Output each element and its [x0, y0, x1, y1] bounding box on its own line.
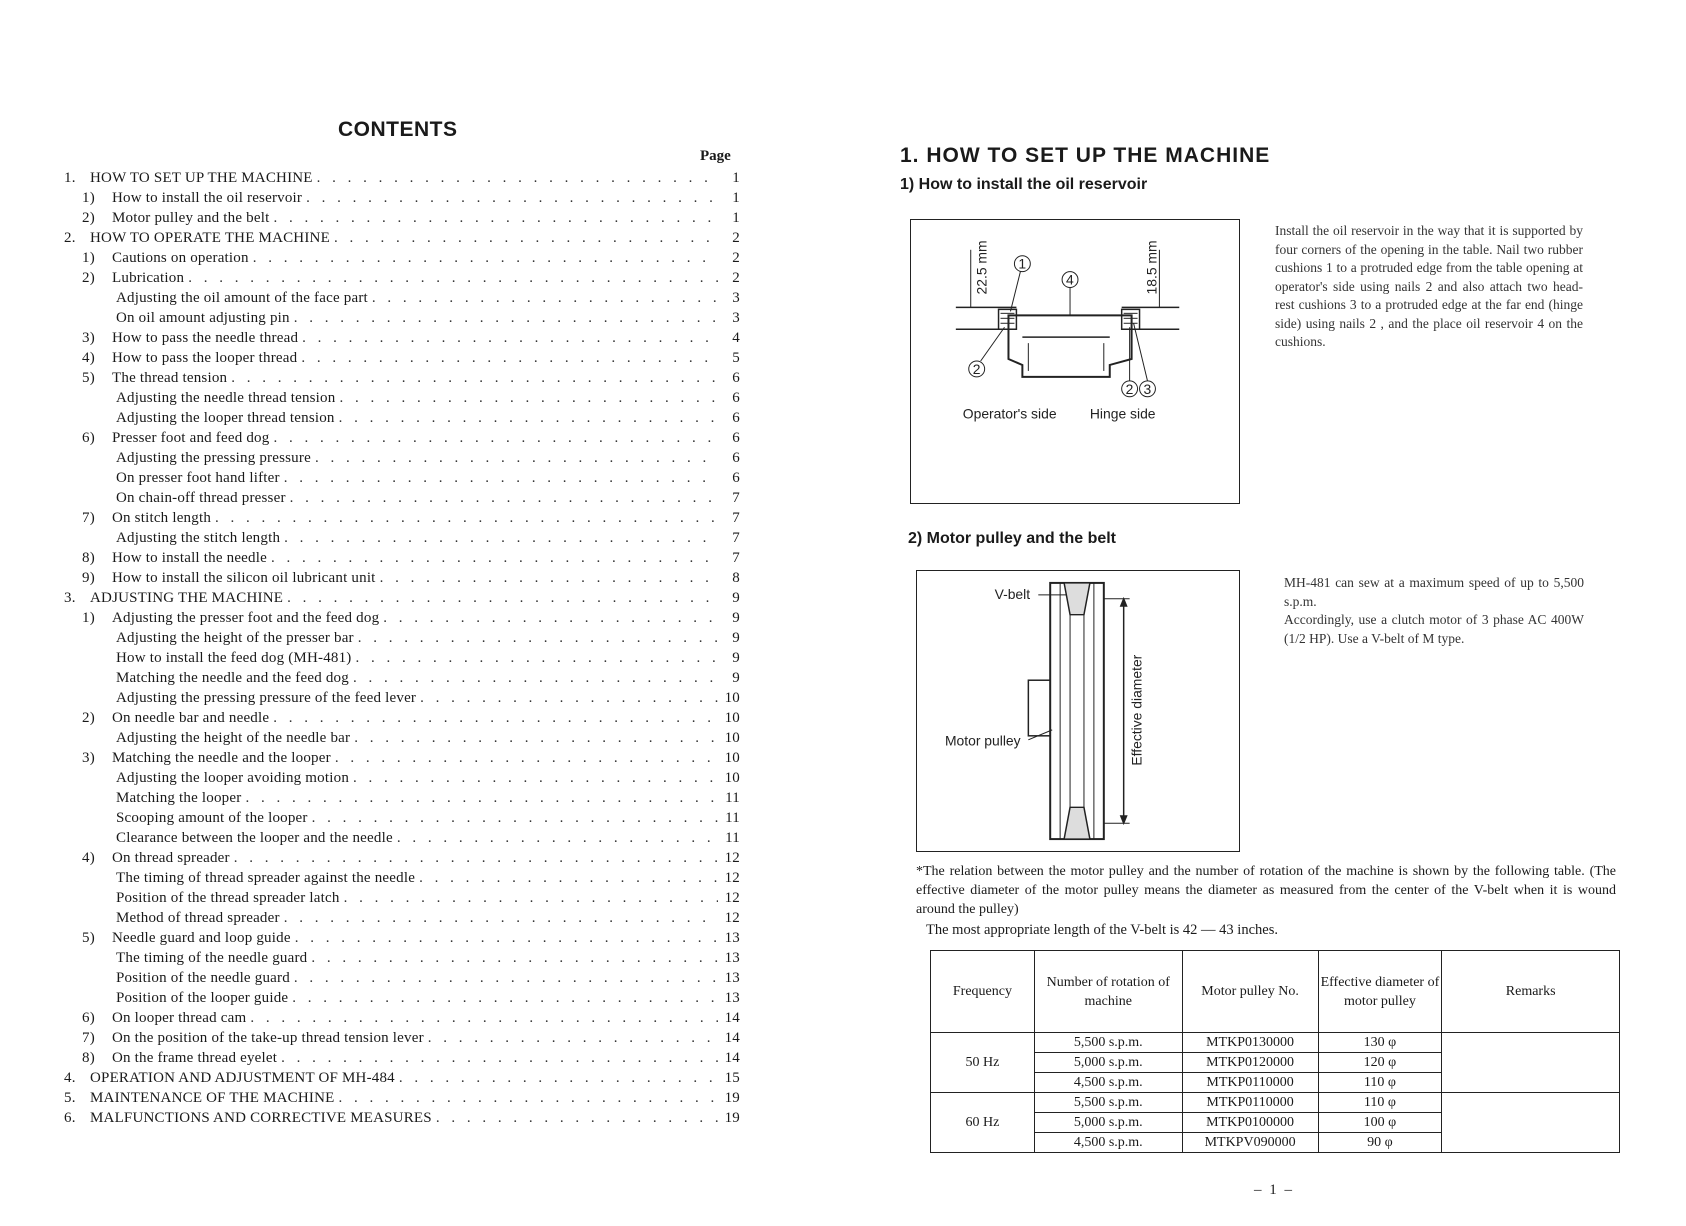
toc-entry [60, 790, 740, 810]
toc-entry [60, 1090, 740, 1110]
toc-entry [60, 510, 740, 530]
toc-title: Motor pulley and the belt [112, 210, 270, 226]
oil-reservoir-figure [910, 219, 1240, 504]
toc-leader-dots [290, 490, 718, 507]
toc-page-number: 11 [725, 830, 740, 846]
toc-leader-dots [271, 550, 718, 567]
toc-page-number: 15 [724, 1070, 740, 1086]
relation-note: *The relation between the motor pulley and the number of rotation of the machine is shown by the following table. (The effective diameter of the motor pulley means the diameter as measured from the center of the V-belt when it is wound around the pulley) [916, 864, 1616, 917]
toc-entry [60, 970, 740, 990]
toc-title: On stitch length [112, 510, 212, 526]
toc-leader-dots [273, 210, 718, 227]
toc-leader-dots [339, 410, 718, 427]
toc-page-number: 12 [724, 910, 740, 926]
toc-entry [60, 1070, 740, 1090]
callout-1: 1 [1018, 255, 1027, 272]
toc-title: Adjusting the height of the needle bar [116, 730, 351, 746]
toc-number: 2) [82, 270, 95, 286]
pulley-no-cell: MTKPV090000 [1182, 1133, 1318, 1153]
toc-title: Adjusting the presser foot and the feed dog [112, 610, 380, 626]
toc-page-number: 2 [732, 250, 740, 266]
motor-pulley-label: Motor pulley [944, 732, 1021, 749]
toc-title: On chain-off thread presser [116, 490, 286, 506]
toc-number: 1. [64, 170, 76, 186]
rotation-cell: 5,000 s.p.m. [1034, 1113, 1182, 1133]
page-column-label: Page [700, 148, 731, 164]
oil-reservoir-diagram [911, 220, 1239, 503]
toc-title: Position of the thread spreader latch [116, 890, 340, 906]
toc-leader-dots [295, 930, 718, 947]
toc-title: How to pass the needle thread [112, 330, 299, 346]
toc-title: How to pass the looper thread [112, 350, 298, 366]
toc-leader-dots [339, 390, 718, 407]
table-row [931, 1113, 1620, 1133]
pulley-no-cell: MTKP0120000 [1182, 1053, 1318, 1073]
toc-page-number: 6 [732, 370, 740, 386]
diameter-cell: 120 φ [1318, 1053, 1442, 1073]
motor-pulley-diagram [917, 571, 1239, 851]
toc-page-number: 11 [725, 810, 740, 826]
remarks-cell [1442, 1093, 1620, 1113]
toc-leader-dots [397, 830, 718, 847]
toc-title: Adjusting the oil amount of the face part [116, 290, 368, 306]
toc-entry [60, 290, 740, 310]
toc-number: 5) [82, 370, 95, 386]
toc-title: Position of the needle guard [116, 970, 290, 986]
toc-page-number: 13 [724, 950, 740, 966]
toc-page-number: 19 [724, 1110, 740, 1126]
toc-entry [60, 590, 740, 610]
remarks-cell [1442, 1113, 1620, 1133]
toc-entry [60, 650, 740, 670]
toc-entry [60, 1030, 740, 1050]
toc-title: Adjusting the looper thread tension [116, 410, 335, 426]
toc-number: 6) [82, 1010, 95, 1026]
callout-4: 4 [1066, 271, 1074, 288]
table-row [931, 1133, 1620, 1153]
toc-leader-dots [284, 530, 718, 547]
toc-entry [60, 890, 740, 910]
toc-entry [60, 250, 740, 270]
toc-title: On oil amount adjusting pin [116, 310, 290, 326]
toc-entry [60, 330, 740, 350]
toc-page-number: 14 [724, 1030, 740, 1046]
toc-leader-dots [284, 910, 718, 927]
toc-leader-dots [253, 250, 718, 267]
toc-entry [60, 730, 740, 750]
toc-page-number: 10 [724, 770, 740, 786]
toc-title: HOW TO OPERATE THE MACHINE [90, 230, 330, 246]
toc-entry [60, 750, 740, 770]
toc-title: How to install the needle [112, 550, 267, 566]
toc-entry [60, 910, 740, 930]
toc-leader-dots [383, 610, 718, 627]
toc-entry [60, 670, 740, 690]
toc-page-number: 13 [724, 930, 740, 946]
toc-number: 5) [82, 930, 95, 946]
toc-page-number: 10 [724, 750, 740, 766]
toc-entry [60, 210, 740, 230]
toc-leader-dots [215, 510, 718, 527]
toc-number: 2. [64, 230, 76, 246]
toc-entry [60, 1050, 740, 1070]
toc-title: Matching the needle and the looper [112, 750, 331, 766]
toc-page-number: 13 [724, 970, 740, 986]
toc-page-number: 9 [732, 670, 740, 686]
toc-leader-dots [292, 990, 718, 1007]
toc-entry [60, 530, 740, 550]
toc-number: 1) [82, 190, 95, 206]
toc-entry [60, 1010, 740, 1030]
toc-title: ADJUSTING THE MACHINE [90, 590, 284, 606]
toc-title: Clearance between the looper and the needle [116, 830, 393, 846]
section-heading: 1. HOW TO SET UP THE MACHINE [900, 144, 1271, 167]
toc-number: 2) [82, 210, 95, 226]
rubber-cushion [999, 309, 1017, 329]
dimension-right: 18.5 mm [1143, 240, 1160, 295]
head-rest-cushion [1122, 309, 1140, 329]
toc-leader-dots [399, 1070, 718, 1087]
pulley-no-cell: MTKP0110000 [1182, 1073, 1318, 1093]
toc-leader-dots [419, 870, 718, 887]
toc-title: Adjusting the pressing pressure [116, 450, 311, 466]
table-of-contents [60, 170, 740, 1130]
toc-number: 4. [64, 1070, 76, 1086]
toc-title: Cautions on operation [112, 250, 249, 266]
toc-entry [60, 870, 740, 890]
toc-title: Needle guard and loop guide [112, 930, 291, 946]
toc-title: Adjusting the looper avoiding motion [116, 770, 350, 786]
toc-leader-dots [380, 570, 718, 587]
toc-title: MAINTENANCE OF THE MACHINE [90, 1090, 335, 1106]
toc-title: On looper thread cam [112, 1010, 247, 1026]
toc-leader-dots [301, 350, 718, 367]
toc-title: The timing of the needle guard [116, 950, 308, 966]
v-belt-bottom [1064, 807, 1090, 839]
toc-number: 9) [82, 570, 95, 586]
toc-page-number: 12 [724, 850, 740, 866]
toc-entry [60, 990, 740, 1010]
toc-page-number: 10 [724, 710, 740, 726]
toc-page-number: 10 [724, 690, 740, 706]
toc-number: 5. [64, 1090, 76, 1106]
frequency-cell: 60 Hz [931, 1093, 1035, 1153]
toc-title: Scooping amount of the looper [116, 810, 308, 826]
rotation-cell: 5,000 s.p.m. [1034, 1053, 1182, 1073]
toc-entry [60, 690, 740, 710]
toc-leader-dots [420, 690, 718, 707]
toc-number: 6. [64, 1110, 76, 1126]
toc-title: Adjusting the needle thread tension [116, 390, 336, 406]
toc-leader-dots [317, 170, 718, 187]
diameter-cell: 130 φ [1318, 1033, 1442, 1053]
toc-entry [60, 1110, 740, 1130]
toc-leader-dots [281, 1050, 718, 1067]
toc-entry [60, 550, 740, 570]
toc-page-number: 5 [732, 350, 740, 366]
toc-title: Presser foot and feed dog [112, 430, 270, 446]
toc-leader-dots [428, 1030, 718, 1047]
toc-title: On needle bar and needle [112, 710, 270, 726]
toc-leader-dots [315, 450, 718, 467]
toc-number: 1) [82, 250, 95, 266]
toc-entry [60, 710, 740, 730]
table-row [931, 1093, 1620, 1113]
toc-number: 3) [82, 750, 95, 766]
page-number: – 1 – [1254, 1182, 1294, 1198]
toc-page-number: 8 [732, 570, 740, 586]
toc-entry [60, 770, 740, 790]
dimension-left: 22.5 mm [973, 240, 990, 295]
toc-leader-dots [234, 850, 718, 867]
v-belt-label: V-belt [994, 585, 1031, 602]
toc-page-number: 13 [724, 990, 740, 1006]
toc-leader-dots [273, 710, 718, 727]
toc-entry [60, 370, 740, 390]
toc-leader-dots [245, 790, 718, 807]
toc-title: The timing of thread spreader against the needle [116, 870, 416, 886]
toc-leader-dots [353, 770, 718, 787]
toc-leader-dots [284, 470, 718, 487]
toc-page-number: 14 [724, 1050, 740, 1066]
toc-page-number: 12 [724, 870, 740, 886]
pulley-body [1050, 583, 1104, 839]
toc-page-number: 4 [732, 330, 740, 346]
max-speed-text: MH-481 can sew at a maximum speed of up to 5,500 s.p.m. [1284, 575, 1584, 609]
toc-page-number: 6 [732, 390, 740, 406]
toc-number: 3) [82, 330, 95, 346]
toc-leader-dots [287, 590, 718, 607]
table-body [931, 1033, 1620, 1153]
toc-entry [60, 610, 740, 630]
toc-number: 7) [82, 1030, 95, 1046]
toc-page-number: 3 [732, 310, 740, 326]
toc-title: Adjusting the height of the presser bar [116, 630, 354, 646]
toc-entry [60, 810, 740, 830]
motor-pulley-figure [916, 570, 1240, 852]
toc-number: 6) [82, 430, 95, 446]
toc-title: On thread spreader [112, 850, 230, 866]
oil-reservoir-instructions: Install the oil reservoir in the way that it is supported by four corners of the opening in the table. Nail two rubber cushions 1 to a protruded edge from the table opening at operator's side using nails 2 and also attach two head-rest cushions 3 to a protruded edge at the far end (hinge side) using nails 2 , and the place oil reservoir 4 on the cushions. [1275, 223, 1583, 349]
remarks-cell [1442, 1053, 1620, 1073]
toc-entry [60, 310, 740, 330]
rotation-cell: 4,500 s.p.m. [1034, 1133, 1182, 1153]
toc-page-number: 7 [732, 530, 740, 546]
toc-entry [60, 470, 740, 490]
toc-title: MALFUNCTIONS AND CORRECTIVE MEASURES [90, 1110, 432, 1126]
toc-title: HOW TO SET UP THE MACHINE [90, 170, 313, 186]
toc-title: Matching the looper [116, 790, 242, 806]
toc-page-number: 7 [732, 490, 740, 506]
effective-diameter-label: Effective diameter [1128, 654, 1145, 766]
toc-leader-dots [188, 270, 718, 287]
toc-number: 4) [82, 850, 95, 866]
hinge-side-label: Hinge side [1089, 405, 1156, 422]
toc-page-number: 2 [732, 270, 740, 286]
toc-title: How to install the silicon oil lubricant unit [112, 570, 376, 586]
toc-title: How to install the feed dog (MH-481) [116, 650, 352, 666]
header-rotation: Number of rotation of machine [1034, 951, 1182, 1033]
toc-entry [60, 270, 740, 290]
toc-number: 8) [82, 550, 95, 566]
toc-page-number: 10 [724, 730, 740, 746]
toc-page-number: 9 [732, 590, 740, 606]
toc-entry [60, 190, 740, 210]
toc-page-number: 6 [732, 430, 740, 446]
oil-reservoir-shape [1008, 315, 1131, 377]
toc-leader-dots [353, 670, 718, 687]
toc-page-number: 6 [732, 450, 740, 466]
toc-title: Position of the looper guide [116, 990, 289, 1006]
belt-length-note: The most appropriate length of the V-belt is 42 — 43 inches. [926, 922, 1278, 938]
table-row [931, 1033, 1620, 1053]
callout-2b: 2 [1125, 380, 1134, 397]
toc-entry [60, 850, 740, 870]
toc-leader-dots [356, 650, 719, 667]
toc-number: 3. [64, 590, 76, 606]
toc-leader-dots [311, 950, 718, 967]
rotation-cell: 5,500 s.p.m. [1034, 1093, 1182, 1113]
toc-entry [60, 930, 740, 950]
diameter-cell: 110 φ [1318, 1073, 1442, 1093]
diameter-cell: 100 φ [1318, 1113, 1442, 1133]
toc-leader-dots [372, 290, 718, 307]
toc-entry [60, 490, 740, 510]
toc-title: Adjusting the pressing pressure of the feed lever [116, 690, 417, 706]
diameter-cell: 110 φ [1318, 1093, 1442, 1113]
header-frequency: Frequency [931, 951, 1035, 1033]
toc-page-number: 6 [732, 410, 740, 426]
toc-page-number: 9 [732, 630, 740, 646]
operator-side-label: Operator's side [962, 405, 1057, 422]
toc-number: 1) [82, 610, 95, 626]
pulley-no-cell: MTKP0100000 [1182, 1113, 1318, 1133]
table-row [931, 1073, 1620, 1093]
toc-leader-dots [335, 750, 718, 767]
table-header-row [931, 951, 1620, 1033]
toc-title: The thread tension [112, 370, 228, 386]
setup-page [900, 0, 1660, 1226]
table-row [931, 1053, 1620, 1073]
toc-leader-dots [344, 890, 718, 907]
toc-entry [60, 950, 740, 970]
diameter-cell: 90 φ [1318, 1133, 1442, 1153]
sub-heading-oil-reservoir: 1) How to install the oil reservoir [900, 176, 1148, 193]
callout-3: 3 [1143, 380, 1152, 397]
toc-title: Matching the needle and the feed dog [116, 670, 349, 686]
toc-entry [60, 830, 740, 850]
toc-title: Lubrication [112, 270, 185, 286]
toc-page-number: 3 [732, 290, 740, 306]
toc-entry [60, 410, 740, 430]
toc-page-number: 1 [732, 210, 740, 226]
toc-title: On presser foot hand lifter [116, 470, 280, 486]
toc-entry [60, 570, 740, 590]
toc-leader-dots [250, 1010, 718, 1027]
toc-number: 4) [82, 350, 95, 366]
toc-entry [60, 630, 740, 650]
toc-leader-dots [273, 430, 718, 447]
toc-entry [60, 450, 740, 470]
toc-leader-dots [354, 730, 718, 747]
toc-number: 7) [82, 510, 95, 526]
toc-title: Method of thread spreader [116, 910, 280, 926]
toc-page-number: 9 [732, 610, 740, 626]
toc-page-number: 6 [732, 470, 740, 486]
header-diameter: Effective diameter of motor pulley [1318, 951, 1442, 1033]
toc-page-number: 7 [732, 510, 740, 526]
sub-heading-motor-pulley: 2) Motor pulley and the belt [908, 530, 1117, 547]
header-remarks: Remarks [1442, 951, 1620, 1033]
toc-entry [60, 170, 740, 190]
toc-leader-dots [231, 370, 718, 387]
motor-pulley-instructions [1284, 574, 1584, 648]
toc-page-number: 11 [725, 790, 740, 806]
toc-page-number: 1 [732, 170, 740, 186]
callout-2: 2 [972, 360, 981, 377]
toc-page-number: 7 [732, 550, 740, 566]
toc-entry [60, 430, 740, 450]
toc-leader-dots [294, 310, 718, 327]
toc-leader-dots [358, 630, 718, 647]
toc-title: OPERATION AND ADJUSTMENT OF MH-484 [90, 1070, 395, 1086]
remarks-cell [1442, 1033, 1620, 1053]
toc-leader-dots [339, 1090, 719, 1107]
toc-title: On the frame thread eyelet [112, 1050, 278, 1066]
toc-leader-dots [312, 810, 718, 827]
rotation-cell: 4,500 s.p.m. [1034, 1073, 1182, 1093]
rotation-cell: 5,500 s.p.m. [1034, 1033, 1182, 1053]
pulley-spec-table [930, 950, 1620, 1153]
toc-title: On the position of the take-up thread tension lever [112, 1030, 424, 1046]
toc-page-number: 12 [724, 890, 740, 906]
toc-number: 2) [82, 710, 95, 726]
toc-page-number: 1 [732, 190, 740, 206]
toc-page-number: 19 [724, 1090, 740, 1106]
toc-entry [60, 230, 740, 250]
motor-type-text: Accordingly, use a clutch motor of 3 phase AC 400W (1/2 HP). Use a V-belt of M type. [1284, 612, 1584, 646]
toc-leader-dots [302, 330, 718, 347]
remarks-cell [1442, 1133, 1620, 1153]
remarks-cell [1442, 1073, 1620, 1093]
toc-leader-dots [294, 970, 718, 987]
toc-leader-dots [436, 1110, 718, 1127]
toc-title: How to install the oil reservoir [112, 190, 303, 206]
toc-leader-dots [306, 190, 718, 207]
toc-page-number: 14 [724, 1010, 740, 1026]
frequency-cell: 50 Hz [931, 1033, 1035, 1093]
toc-page-number: 2 [732, 230, 740, 246]
pulley-no-cell: MTKP0130000 [1182, 1033, 1318, 1053]
toc-leader-dots [334, 230, 718, 247]
toc-title: Adjusting the stitch length [116, 530, 281, 546]
toc-page-number: 9 [732, 650, 740, 666]
toc-number: 8) [82, 1050, 95, 1066]
toc-entry [60, 350, 740, 370]
pulley-no-cell: MTKP0110000 [1182, 1093, 1318, 1113]
contents-title: CONTENTS [338, 118, 458, 141]
v-belt-top [1064, 583, 1090, 615]
header-pulley-no: Motor pulley No. [1182, 951, 1318, 1033]
toc-entry [60, 390, 740, 410]
